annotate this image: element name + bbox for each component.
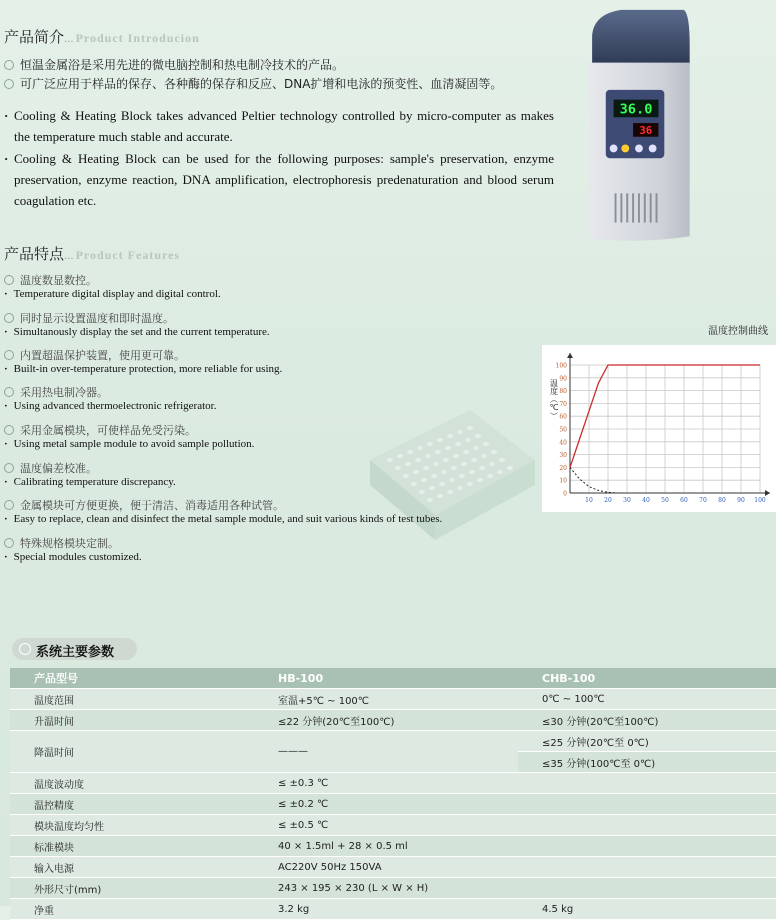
- table-row: [10, 710, 776, 731]
- y-tick-label: 40: [559, 439, 567, 447]
- table-cell: 0℃ ~ 100℃: [518, 689, 776, 710]
- feature-en-2: · Simultanously display the set and the current temperature.: [4, 326, 270, 338]
- feature-cn-4: 采用热电制冷器。: [4, 384, 108, 400]
- bullet-circle-icon: [4, 463, 14, 473]
- y-axis-label: 温度（℃）: [549, 379, 559, 420]
- feature-cn-3: 内置超温保护装置，使用更可靠。: [4, 347, 185, 363]
- y-tick-label: 100: [555, 362, 567, 370]
- feature-en-3: · Built-in over-temperature protection, more reliable for using.: [4, 363, 283, 375]
- table-header-cell: 产品型号: [10, 668, 254, 689]
- feature-en-5: · Using metal sample module to avoid sample pollution.: [4, 438, 255, 450]
- intro-title: 产品简介... Product Introducion: [4, 28, 200, 46]
- y-tick-label: 60: [559, 413, 567, 421]
- intro-en-bullet-1: · Cooling & Heating Block takes advanced Peltier technology controlled by micro-computer as makes the temperature much stable and accurate.: [4, 108, 554, 144]
- table-row: [10, 794, 776, 815]
- params-table: [10, 668, 776, 920]
- y-tick-label: 20: [559, 464, 567, 472]
- x-tick-label: 100: [754, 497, 766, 504]
- y-tick-label: 10: [559, 477, 567, 485]
- x-tick-label: 30: [623, 497, 631, 504]
- x-tick-label: 40: [642, 497, 650, 504]
- x-tick-label: 90: [737, 497, 745, 504]
- table-cell: 室温+5℃ ~ 100℃: [254, 689, 518, 710]
- feature-en-7: · Easy to replace, clean and disinfect the metal sample module, and suit various kinds of test tubes.: [4, 513, 443, 525]
- y-tick-label: 70: [559, 400, 567, 408]
- table-header-cell: CHB-100: [518, 668, 776, 689]
- params-title-pill: [12, 638, 137, 660]
- table-row: [10, 836, 776, 857]
- table-cell: 模块温度均匀性: [10, 815, 254, 836]
- x-tick-label: 70: [699, 497, 707, 504]
- intro-cn-line-2: 可广泛应用于样品的保存、各种酶的保存和反应、DNA扩增和电泳的预变性、血清凝固等。: [4, 75, 502, 92]
- y-axis-arrow-icon: [567, 353, 573, 358]
- bullet-circle-icon: [4, 500, 14, 510]
- table-cell: 3.2 kg: [254, 899, 518, 920]
- x-tick-label: 80: [718, 497, 726, 504]
- features-title: 产品特点... Product Features: [4, 245, 181, 263]
- table-cell: 净重: [10, 899, 254, 920]
- feature-cn-2: 同时显示设置温度和即时温度。: [4, 310, 174, 326]
- table-cell: 4.5 kg: [518, 899, 776, 920]
- table-header-cell: HB-100: [254, 668, 518, 689]
- y-tick-label: 0: [563, 490, 567, 498]
- table-cell: ≤ ±0.5 ℃: [254, 815, 776, 836]
- params-title: 系统主要参数: [36, 645, 115, 660]
- table-row: [10, 815, 776, 836]
- bullet-circle-icon: [4, 313, 14, 323]
- sample-block-image: [350, 390, 540, 560]
- bullet-circle-icon: [4, 350, 14, 360]
- x-tick-label: 60: [680, 497, 688, 504]
- x-tick-label: 50: [661, 497, 669, 504]
- intro-cn-line-1: 恒温金属浴是采用先进的微电脑控制和热电制冷技术的产品。: [4, 56, 344, 73]
- x-tick-label: 20: [604, 497, 612, 504]
- device-display-sub: 36: [639, 123, 653, 137]
- table-cell: 标准模块: [10, 836, 254, 857]
- chart-panel: [542, 345, 776, 512]
- table-cell: 外形尺寸(mm): [10, 878, 254, 899]
- feature-cn-1: 温度数显数控。: [4, 272, 97, 288]
- table-cell: 40 × 1.5ml + 28 × 0.5 ml: [254, 836, 776, 857]
- feature-en-8: · Special modules customized.: [4, 551, 142, 563]
- table-cell: 输入电源: [10, 857, 254, 878]
- table-cell: ≤22 分钟(20℃至100℃): [254, 710, 518, 731]
- table-cell: ≤35 分钟(100℃至 0℃): [518, 752, 776, 773]
- table-cell: 升温时间: [10, 710, 254, 731]
- device-display-main: 36.0: [619, 101, 653, 118]
- y-tick-label: 30: [559, 452, 567, 460]
- feature-cn-7: 金属模块可方便更换，便于清洁、消毒适用各种试管。: [4, 497, 284, 513]
- table-cell: ≤ ±0.3 ℃: [254, 773, 776, 794]
- intro-en-bullet-2: · Cooling & Heating Block can be used for the following purposes: sample's preservation, enzyme preservation, enzyme reaction, DNA amplification, electrophoresis predenaturation and blood serum coagulation etc.: [4, 151, 554, 208]
- y-tick-label: 90: [559, 375, 567, 383]
- table-row: [10, 773, 776, 794]
- chart-title: 温度控制曲线: [708, 326, 768, 337]
- table-cell: ≤30 分钟(20℃至100℃): [518, 710, 776, 731]
- feature-cn-6: 温度偏差校准。: [4, 460, 97, 476]
- feature-cn-5: 采用金属模块，可使样品免受污染。: [4, 422, 196, 438]
- table-cell: 降温时间: [10, 731, 254, 773]
- bullet-circle-icon: [4, 275, 14, 285]
- table-cell: 温控精度: [10, 794, 254, 815]
- feature-en-4: · Using advanced thermoelectronic refrigerator.: [4, 400, 217, 412]
- table-cell: ≤ ±0.2 ℃: [254, 794, 776, 815]
- table-cell: ———: [254, 731, 518, 773]
- table-row: [10, 878, 776, 899]
- y-tick-label: 50: [559, 426, 567, 434]
- feature-en-6: · Calibrating temperature discrepancy.: [4, 476, 176, 488]
- temperature-chart: [542, 345, 776, 512]
- table-cell: AC220V 50Hz 150VA: [254, 857, 776, 878]
- bullet-circle-icon: [4, 538, 14, 548]
- table-row: [10, 857, 776, 878]
- x-tick-label: 10: [585, 497, 593, 504]
- table-row: [10, 689, 776, 710]
- table-row: [10, 731, 776, 752]
- bullet-circle-icon: [4, 425, 14, 435]
- device-image: [582, 6, 692, 246]
- feature-cn-8: 特殊规格模块定制。: [4, 535, 119, 551]
- table-cell: ≤25 分钟(20℃至 0℃): [518, 731, 776, 752]
- y-tick-label: 80: [559, 388, 567, 396]
- table-row: [10, 899, 776, 920]
- table-header-row: [10, 668, 776, 689]
- bullet-circle-icon: [4, 387, 14, 397]
- feature-en-1: · Temperature digital display and digital control.: [4, 288, 221, 300]
- table-cell: 温度波动度: [10, 773, 254, 794]
- x-axis-arrow-icon: [765, 490, 770, 496]
- table-cell: 温度范围: [10, 689, 254, 710]
- table-cell: 243 × 195 × 230 (L × W × H): [254, 878, 776, 899]
